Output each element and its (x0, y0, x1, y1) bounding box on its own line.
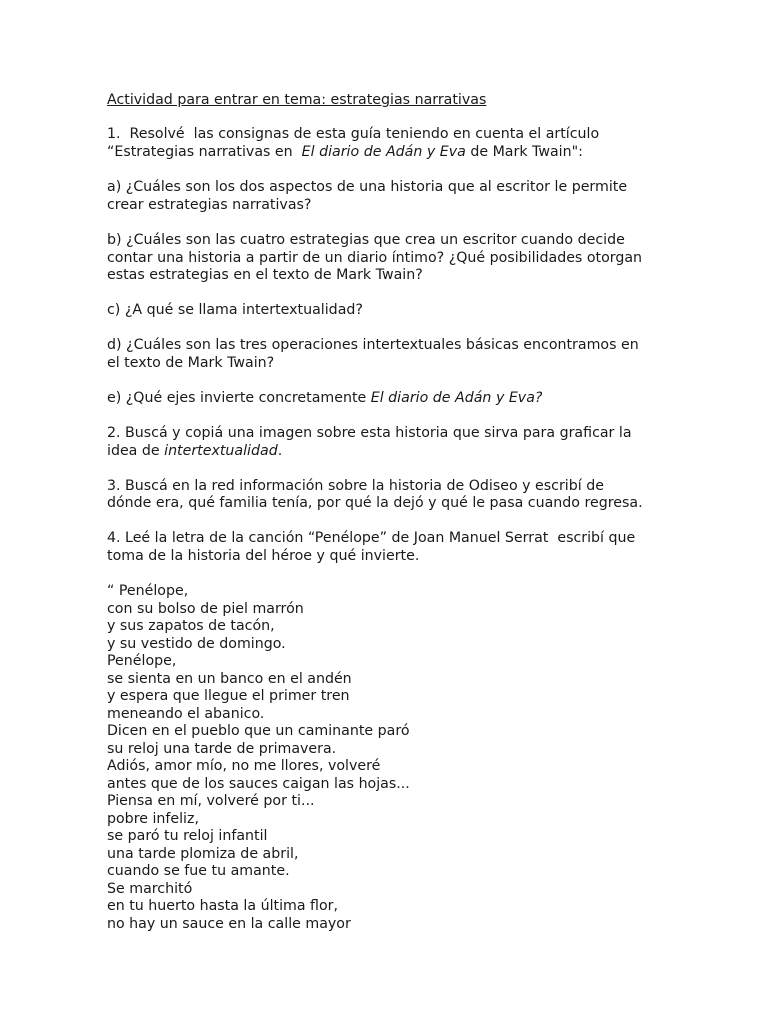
question-e-text: e) ¿Qué ejes invierte concretamente (107, 390, 371, 406)
lyric-line: Penélope, (107, 653, 177, 669)
item-2-text: idea de (107, 443, 165, 459)
question-e (107, 390, 542, 408)
item-2-line-2 (107, 443, 282, 461)
item-4-line-2: toma de la historia del héroe y qué invierte. (107, 548, 420, 564)
item-1-text-end: de Mark Twain": (465, 144, 583, 160)
lyric-line: y espera que llegue el primer tren (107, 688, 350, 704)
lyric-line: y sus zapatos de tacón, (107, 618, 275, 634)
book-title: El diario de Adán y Eva (301, 144, 466, 160)
lyric-line: antes que de los sauces caigan las hojas... (107, 776, 410, 792)
lyric-line: Se marchitó (107, 881, 193, 897)
lyric-line: con su bolso de piel marrón (107, 601, 304, 617)
lyric-line: se paró tu reloj infantil (107, 828, 268, 844)
lyric-line: Piensa en mí, volveré por ti... (107, 793, 315, 809)
lyric-line: pobre infeliz, (107, 811, 199, 827)
intertextuality-term: intertextualidad (164, 443, 278, 459)
question-c: c) ¿A qué se llama intertextualidad? (107, 302, 363, 318)
lyric-line: se sienta en un banco en el andén (107, 671, 352, 687)
question-b-line-1: b) ¿Cuáles son las cuatro estrategias que crea un escritor cuando decide (107, 232, 625, 248)
item-1-text: “Estrategias narrativas en (107, 144, 302, 160)
lyric-line: su reloj una tarde de primavera. (107, 741, 337, 757)
question-a-line-2: crear estrategias narrativas? (107, 197, 312, 213)
lyric-line: Adiós, amor mío, no me llores, volveré (107, 758, 381, 774)
item-2-text-end: . (277, 443, 283, 459)
lyric-line: “ Penélope, (107, 583, 189, 599)
question-a-line-1: a) ¿Cuáles son los dos aspectos de una historia que al escritor le permite (107, 179, 628, 195)
item-4-line-1: 4. Leé la letra de la canción “Penélope” de Joan Manuel Serrat escribí que (107, 530, 636, 546)
question-d-line-1: d) ¿Cuáles son las tres operaciones intertextuales básicas encontramos en (107, 337, 639, 353)
item-1-line-1: 1. Resolvé las consignas de esta guía teniendo en cuenta el artículo (107, 126, 600, 142)
question-e-book-title: El diario de Adán y Eva? (370, 390, 543, 406)
item-1-line-2 (107, 144, 583, 162)
item-3-line-1: 3. Buscá en la red información sobre la historia de Odiseo y escribí de (107, 478, 604, 494)
lyric-line: Dicen en el pueblo que un caminante paró (107, 723, 410, 739)
item-3-line-2: dónde era, qué familia tenía, por qué la dejó y qué le pasa cuando regresa. (107, 495, 643, 511)
page-title: Actividad para entrar en tema: estrategias narrativas (107, 92, 487, 108)
item-2-line-1: 2. Buscá y copiá una imagen sobre esta historia que sirva para graficar la (107, 425, 632, 441)
lyric-line: y su vestido de domingo. (107, 636, 286, 652)
lyric-line: cuando se fue tu amante. (107, 863, 290, 879)
lyric-line: meneando el abanico. (107, 706, 265, 722)
question-d-line-2: el texto de Mark Twain? (107, 355, 275, 371)
question-b-line-3: estas estrategias en el texto de Mark Twain? (107, 267, 423, 283)
lyric-line: en tu huerto hasta la última flor, (107, 898, 339, 914)
lyric-line: una tarde plomiza de abril, (107, 846, 299, 862)
question-b-line-2: contar una historia a partir de un diario íntimo? ¿Qué posibilidades otorgan (107, 250, 643, 266)
lyric-line: no hay un sauce en la calle mayor (107, 916, 351, 932)
